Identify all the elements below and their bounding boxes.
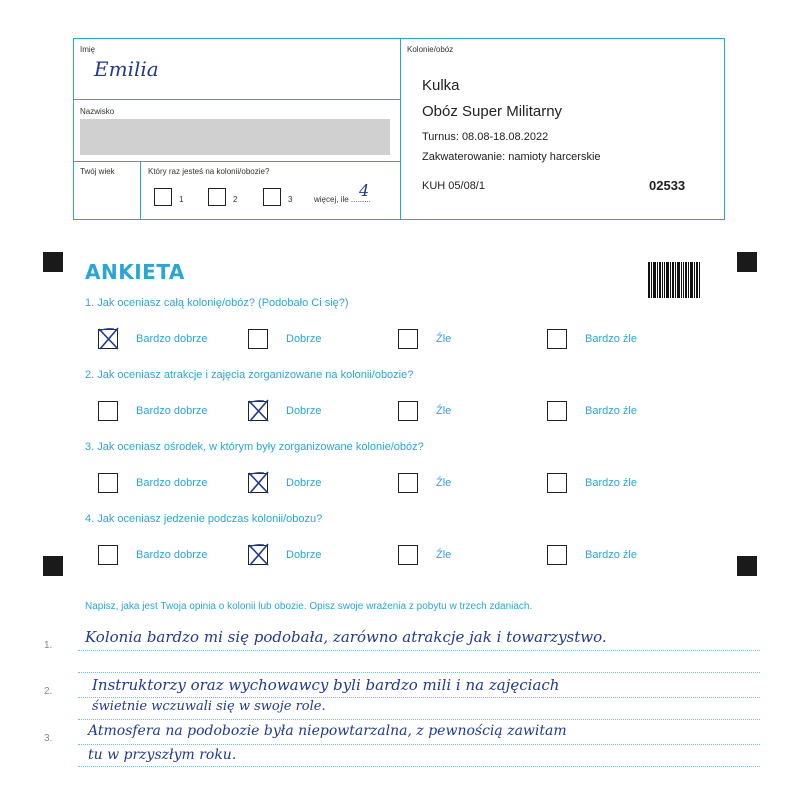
camp-label: Kolonie/obóz xyxy=(407,45,454,54)
survey-title: ANKIETA xyxy=(85,260,185,284)
q3-option-label-1: Bardzo dobrze xyxy=(136,477,208,489)
times-checkbox-3[interactable] xyxy=(263,188,281,206)
question-2: 2. Jak oceniasz atrakcje i zajęcia zorganizowane na kolonii/obozie? xyxy=(85,369,414,381)
times-label: Który raz jesteś na kolonii/obozie? xyxy=(148,167,270,176)
q2-checkbox-2-checked[interactable] xyxy=(248,401,268,421)
q1-checkbox-4[interactable] xyxy=(547,329,567,349)
q4-option-label-3: Źle xyxy=(436,549,452,561)
question-1: 1. Jak oceniasz całą kolonię/obóz? (Podobało Ci się?) xyxy=(85,297,349,309)
q4-option-label-4: Bardzo źle xyxy=(585,549,637,561)
answer-line xyxy=(78,697,760,698)
q3-checkbox-2-checked[interactable] xyxy=(248,473,268,493)
more-times-value[interactable]: 4 xyxy=(359,181,370,200)
camp-title: Obóz Super Militarny xyxy=(422,103,563,120)
barcode xyxy=(648,262,702,298)
q4-checkbox-2-checked[interactable] xyxy=(248,545,268,565)
q1-checkbox-2[interactable] xyxy=(248,329,268,349)
camp-turnus: Turnus: 08.08-18.08.2022 xyxy=(422,131,549,143)
q2-option-label-1: Bardzo dobrze xyxy=(136,405,208,417)
q3-checkbox-4[interactable] xyxy=(547,473,567,493)
q2-option-label-3: Źle xyxy=(436,405,452,417)
name-value[interactable]: Emilia xyxy=(94,57,159,81)
times-option-2: 2 xyxy=(233,195,238,204)
opinion-number-2: 2. xyxy=(44,686,53,697)
camp-name: Kulka xyxy=(422,77,460,94)
q1-checkbox-3[interactable] xyxy=(398,329,418,349)
q2-checkbox-4[interactable] xyxy=(547,401,567,421)
q4-checkbox-1[interactable] xyxy=(98,545,118,565)
q1-option-label-1: Bardzo dobrze xyxy=(136,333,208,345)
q3-option-label-2: Dobrze xyxy=(286,477,322,489)
camp-code: KUH 05/08/1 xyxy=(422,180,485,192)
check-mark-icon xyxy=(246,397,272,425)
answer-line xyxy=(78,766,760,767)
registration-mark-top-left xyxy=(43,252,63,272)
question-4: 4. Jak oceniasz jedzenie podczas kolonii/obozu? xyxy=(85,513,323,525)
q4-checkbox-4[interactable] xyxy=(547,545,567,565)
q2-option-label-4: Bardzo źle xyxy=(585,405,637,417)
header-form xyxy=(73,38,725,220)
q3-option-label-3: Źle xyxy=(436,477,452,489)
q2-checkbox-3[interactable] xyxy=(398,401,418,421)
form-number: 02533 xyxy=(649,178,686,193)
opinion-number-3: 3. xyxy=(44,733,53,744)
answer-line xyxy=(78,672,760,673)
more-times-label: więcej, ile ......... xyxy=(314,195,371,204)
q4-option-label-1: Bardzo dobrze xyxy=(136,549,208,561)
q2-option-label-2: Dobrze xyxy=(286,405,322,417)
registration-mark-bottom-left xyxy=(43,556,63,576)
name-label: Imię xyxy=(80,45,96,54)
times-option-3: 3 xyxy=(288,195,293,204)
q4-option-label-2: Dobrze xyxy=(286,549,322,561)
times-checkbox-2[interactable] xyxy=(208,188,226,206)
opinion-number-1: 1. xyxy=(44,640,53,651)
check-mark-icon xyxy=(96,325,122,353)
q1-option-label-2: Dobrze xyxy=(286,333,322,345)
q1-option-label-3: Źle xyxy=(436,333,452,345)
opinion-line-5[interactable]: tu w przyszłym roku. xyxy=(88,747,237,763)
question-3: 3. Jak oceniasz ośrodek, w którym były zorganizowane kolonie/obóz? xyxy=(85,441,424,453)
times-option-1: 1 xyxy=(179,195,184,204)
answer-line xyxy=(78,719,760,720)
age-label: Twój wiek xyxy=(80,167,115,176)
check-mark-icon xyxy=(246,541,272,569)
registration-mark-bottom-right xyxy=(737,556,757,576)
surname-redaction xyxy=(80,119,390,155)
q3-checkbox-3[interactable] xyxy=(398,473,418,493)
q1-option-label-4: Bardzo źle xyxy=(585,333,637,345)
surname-label: Nazwisko xyxy=(80,107,115,116)
camp-accommodation: Zakwaterowanie: namioty harcerskie xyxy=(422,151,601,163)
q3-checkbox-1[interactable] xyxy=(98,473,118,493)
q2-checkbox-1[interactable] xyxy=(98,401,118,421)
check-mark-icon xyxy=(246,469,272,497)
q4-checkbox-3[interactable] xyxy=(398,545,418,565)
answer-line xyxy=(78,650,760,651)
q3-option-label-4: Bardzo źle xyxy=(585,477,637,489)
opinion-line-4[interactable]: Atmosfera na podobozie była niepowtarzalna, z pewnością zawitam xyxy=(88,723,567,739)
times-checkbox-1[interactable] xyxy=(154,188,172,206)
registration-mark-top-right xyxy=(737,252,757,272)
answer-line xyxy=(78,744,760,745)
opinion-prompt: Napisz, jaka jest Twoja opinia o kolonii lub obozie. Opisz swoje wrażenia z pobytu w trzech zdaniach. xyxy=(85,601,533,612)
opinion-line-2[interactable]: Instruktorzy oraz wychowawcy byli bardzo mili i na zajęciach xyxy=(92,676,560,694)
opinion-line-1[interactable]: Kolonia bardzo mi się podobała, zarówno atrakcje jak i towarzystwo. xyxy=(85,628,607,646)
q1-checkbox-1-checked[interactable] xyxy=(98,329,118,349)
opinion-line-3[interactable]: świetnie wczuwali się w swoje role. xyxy=(92,699,326,714)
